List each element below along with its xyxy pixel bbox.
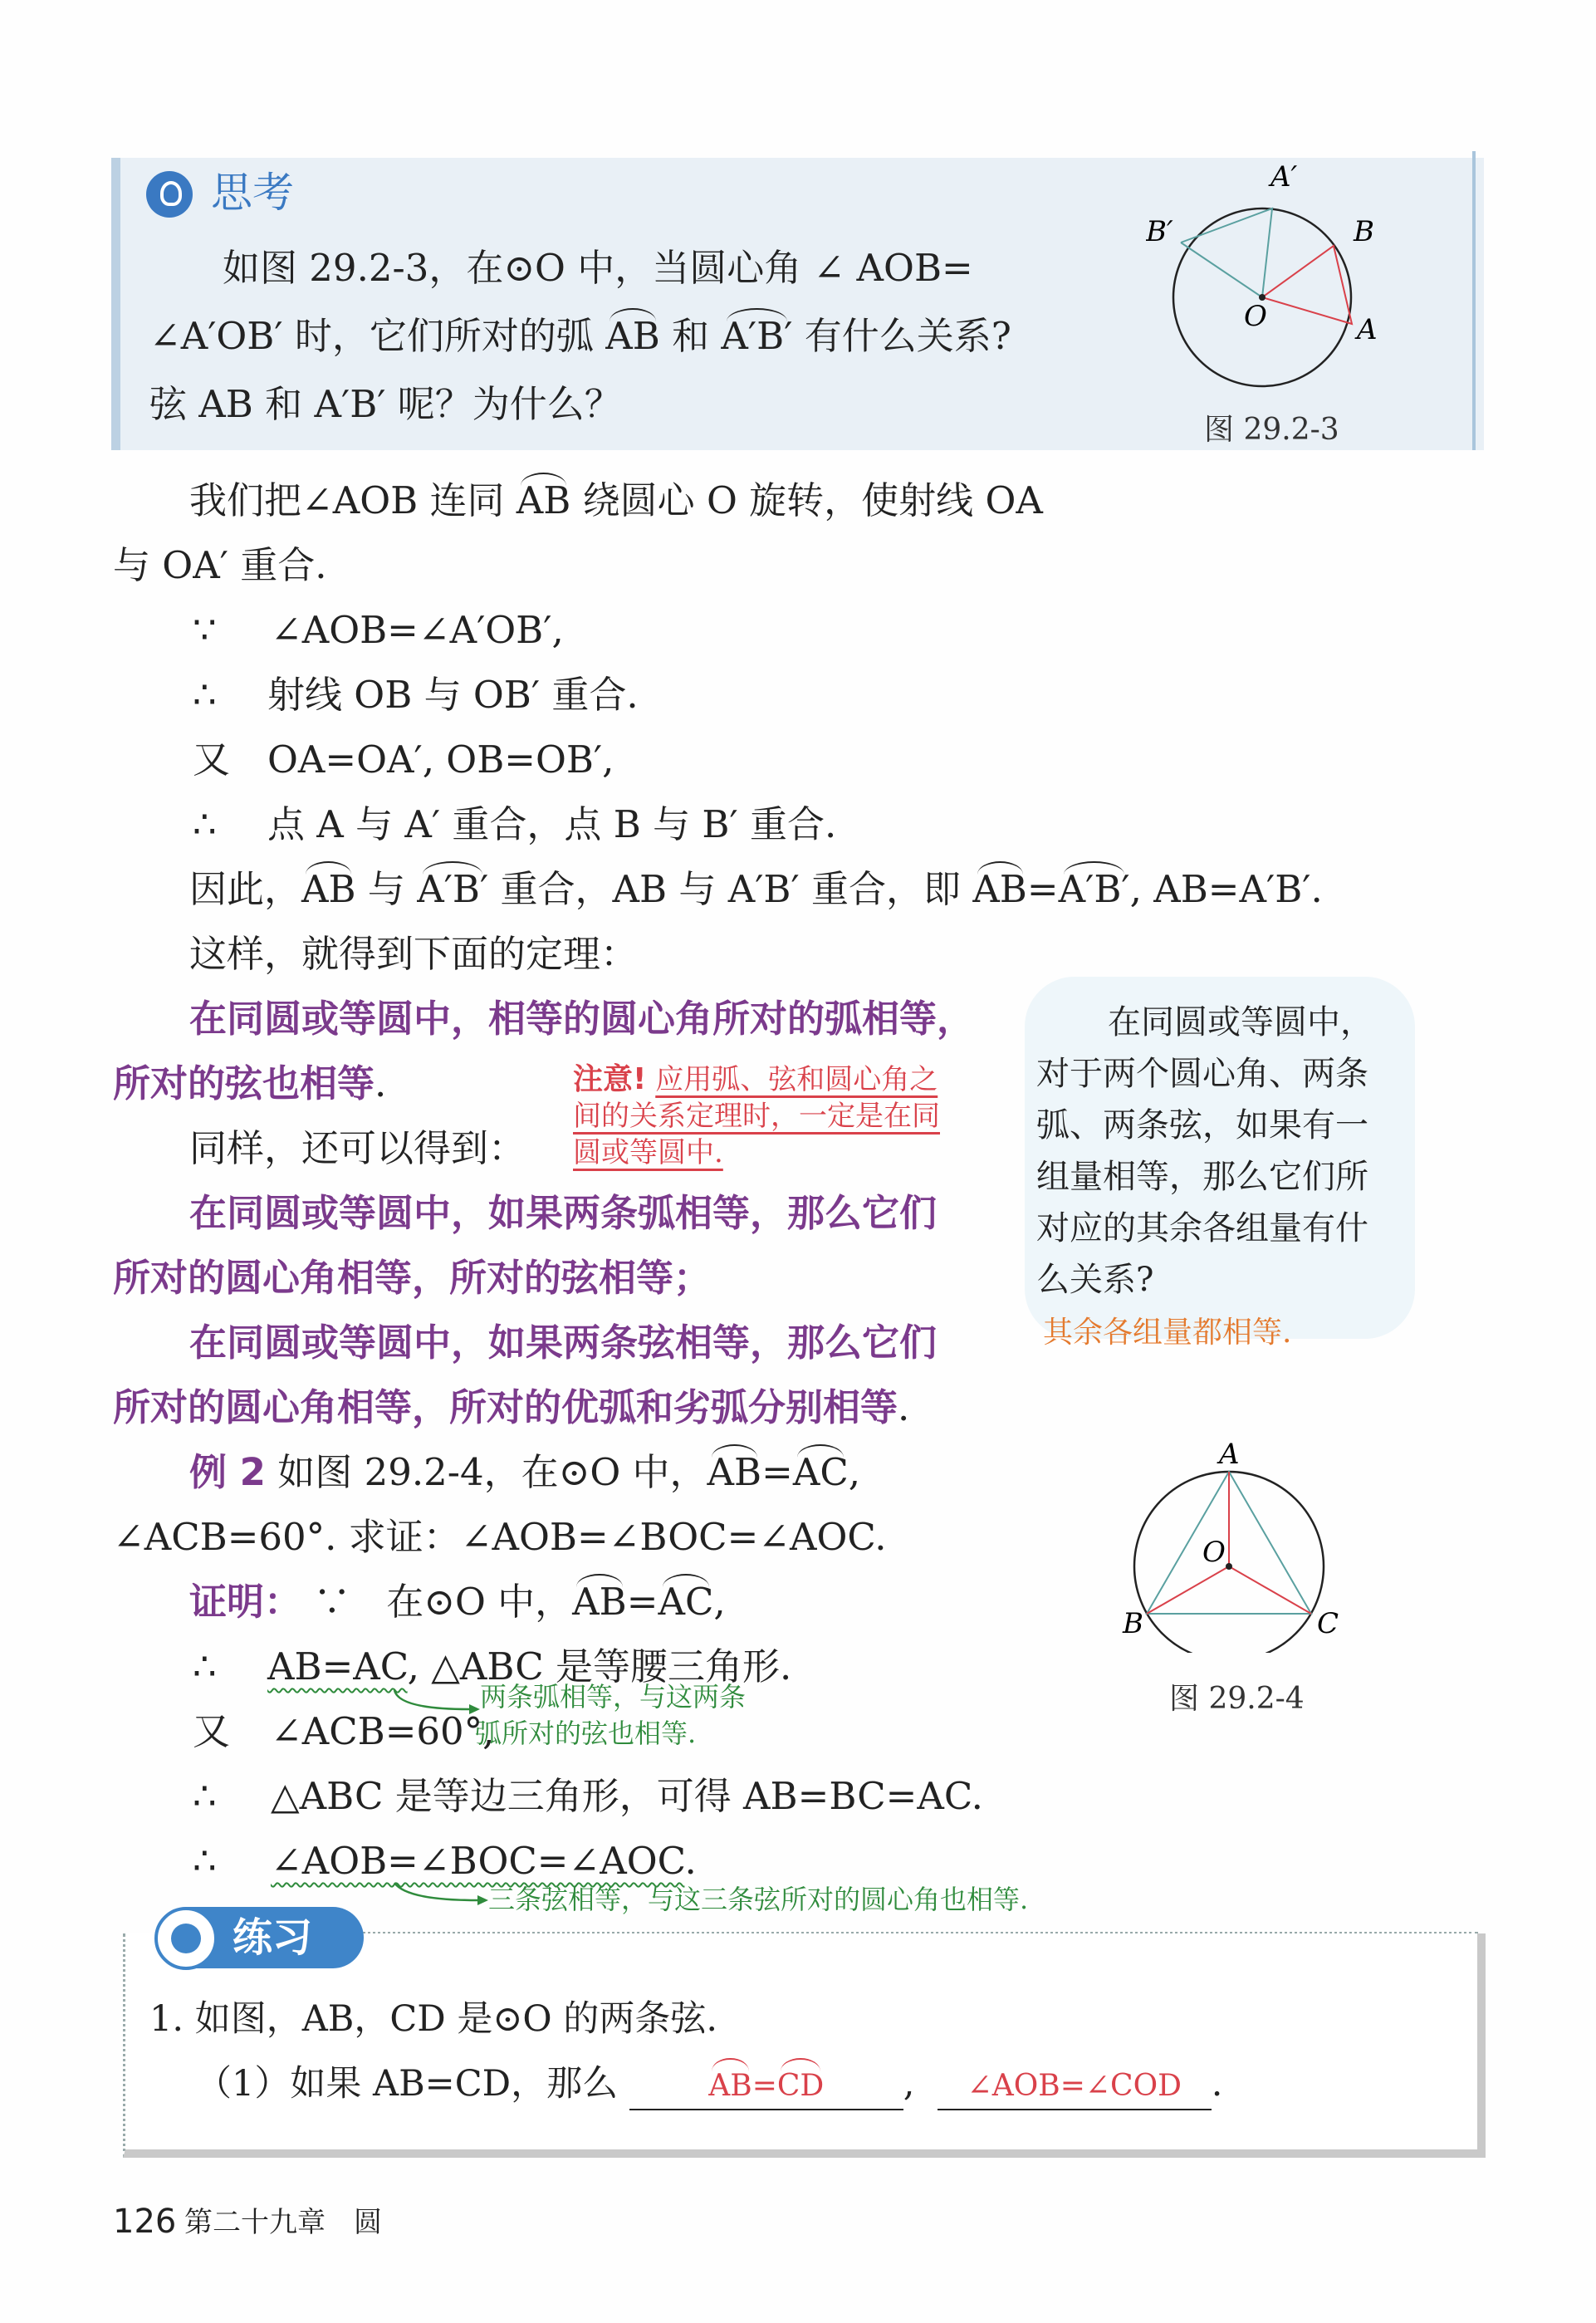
center-point (1226, 1563, 1232, 1570)
proof-step-5: 因此，AB 与 A′B′ 重合，AB 与 A′B′ 重合，即 AB=A′B′, AB=A′B′. (189, 867, 1323, 911)
proof-2-step-2: AB=AC, △ABC 是等腰三角形. (267, 1644, 792, 1688)
label-a: A (1357, 313, 1378, 346)
practice-question-1-1: （1）如果 AB=CD，那么 AB=CD , ∠AOB=∠COD . (196, 2061, 1222, 2110)
think-box-border (1472, 151, 1476, 450)
label-b: B (1354, 215, 1374, 248)
corollary-2-line-2: 所对的圆心角相等，所对的优弧和劣弧分别相等. (113, 1385, 910, 1429)
proof-step-3-symbol: 又 (193, 738, 231, 782)
proof-2-step-2-symbol: ∴ (193, 1644, 217, 1688)
proof-2-line-1: 证明： ∵ 在⊙O 中，AB=AC, (189, 1580, 726, 1624)
theorem-line-1: 在同圆或等圆中，相等的圆心角所对的弧相等， (189, 997, 975, 1041)
chapter-title: 第二十九章 圆 (184, 2206, 382, 2239)
proof-para-1: 我们把∠AOB 连同 AB 绕圆心 O 旋转，使射线 OA (189, 478, 1043, 522)
radius-oc (1229, 1566, 1311, 1614)
example-line-2: ∠ACB=60°. 求证：∠AOB=∠BOC=∠AOC. (113, 1515, 887, 1559)
label-b-prime: B′ (1146, 215, 1173, 248)
same-line: 同样，还可以得到： (189, 1126, 526, 1170)
figure-29-2-3-caption: 图 29.2-3 (1204, 413, 1339, 447)
corollary-1-line-1: 在同圆或等圆中，如果两条弧相等，那么它们 (189, 1191, 938, 1235)
annotation-1-line-2: 弧所对的弦也相等. (475, 1718, 697, 1749)
label-a: A (1219, 1438, 1240, 1471)
figure-29-2-4-caption: 图 29.2-4 (1169, 1682, 1305, 1716)
example-label: 例 2 (189, 1450, 266, 1494)
note-line-3: 圆或等圆中. (573, 1136, 723, 1169)
triangle-a1ob1 (1181, 208, 1272, 297)
side-note-line-4: 组量相等，那么它们所 (1036, 1158, 1368, 1196)
lightbulb-icon (146, 171, 193, 218)
answer-blank-1[interactable]: AB=CD (629, 2064, 903, 2110)
pencil-icon (154, 1907, 218, 1970)
side-note-answer: 其余各组量都相等. (1043, 1316, 1292, 1350)
proof-2-step-3-symbol: 又 (193, 1709, 231, 1753)
answer-blank-2[interactable]: ∠AOB=∠COD (938, 2064, 1212, 2110)
page-number: 126 (113, 2203, 177, 2241)
label-c: C (1317, 1607, 1339, 1640)
proof-2-step-4-symbol: ∴ (193, 1774, 217, 1818)
radius-ob (1147, 1566, 1229, 1614)
proof-step-3: OA=OA′, OB=OB′, (267, 738, 614, 782)
think-line-3: 弦 AB 和 A′B′ 呢？为什么？ (149, 382, 622, 426)
note-line-2: 间的关系定理时，一定是在同 (573, 1100, 940, 1133)
side-note-line-2: 对于两个圆心角、两条 (1036, 1055, 1368, 1093)
proof-2-step-3: ∠ACB=60°, (271, 1709, 495, 1753)
corollary-1-line-2: 所对的圆心角相等，所对的弦相等； (113, 1256, 712, 1300)
proof-step-6: 这样，就得到下面的定理： (189, 932, 639, 976)
think-heading: 思考 (211, 169, 294, 217)
figure-29-2-4 (1113, 1437, 1362, 1653)
label-o: O (1244, 300, 1267, 333)
think-line-2: ∠A′OB′ 时，它们所对的弧 AB 和 A′B′ 有什么关系? (149, 314, 1011, 358)
proof-label: 证明： (189, 1580, 302, 1624)
proof-step-1: ∠AOB=∠A′OB′, (271, 608, 564, 652)
side-note-line-1: 在同圆或等圆中， (1108, 1003, 1373, 1041)
annotation-2: 三条弦相等，与这三条弦所对的圆心角也相等. (488, 1884, 1029, 1915)
practice-badge: 练习 (158, 1907, 364, 1968)
side-note-line-3: 弧、两条弦，如果有一 (1036, 1106, 1368, 1144)
proof-step-4-symbol: ∴ (193, 802, 217, 846)
proof-step-2-symbol: ∴ (193, 673, 217, 717)
figure-29-2-3 (1146, 158, 1395, 432)
proof-para-2: 与 OA′ 重合. (113, 543, 327, 587)
theorem-line-2: 所对的弦也相等. (113, 1061, 387, 1105)
proof-2-step-4: △ABC 是等边三角形，可得 AB=BC=AC. (271, 1774, 983, 1818)
proof-step-4: 点 A 与 A′ 重合，点 B 与 B′ 重合. (267, 802, 837, 846)
side-note-line-5: 对应的其余各组量有什 (1036, 1209, 1368, 1247)
label-a-prime: A′ (1270, 160, 1298, 194)
proof-step-2: 射线 OB 与 OB′ 重合. (267, 673, 639, 717)
label-b: B (1123, 1607, 1143, 1640)
proof-2-step-5: ∠AOB=∠BOC=∠AOC. (271, 1839, 697, 1883)
proof-step-1-symbol: ∵ (193, 608, 217, 652)
corollary-2-line-1: 在同圆或等圆中，如果两条弦相等，那么它们 (189, 1321, 938, 1365)
side-note-line-6: 么关系? (1036, 1261, 1154, 1299)
annotation-1-line-1: 两条弧相等，与这两条 (480, 1681, 747, 1713)
note-line-1: 注意! 应用弧、弦和圆心角之 (573, 1062, 938, 1096)
example-line-1: 例 2 如图 29.2-4，在⊙O 中，AB=AC, (189, 1450, 861, 1494)
think-line-1: 如图 29.2-3，在⊙O 中，当圆心角 ∠ AOB= (223, 246, 973, 290)
triangle-aob (1262, 246, 1352, 324)
proof-2-step-5-symbol: ∴ (193, 1839, 217, 1883)
practice-question-1: 1. 如图，AB，CD 是⊙O 的两条弦. (149, 1998, 718, 2040)
annotation-arrow-2 (390, 1879, 490, 1917)
label-o: O (1202, 1536, 1226, 1569)
note-label: 注意! (573, 1062, 647, 1096)
